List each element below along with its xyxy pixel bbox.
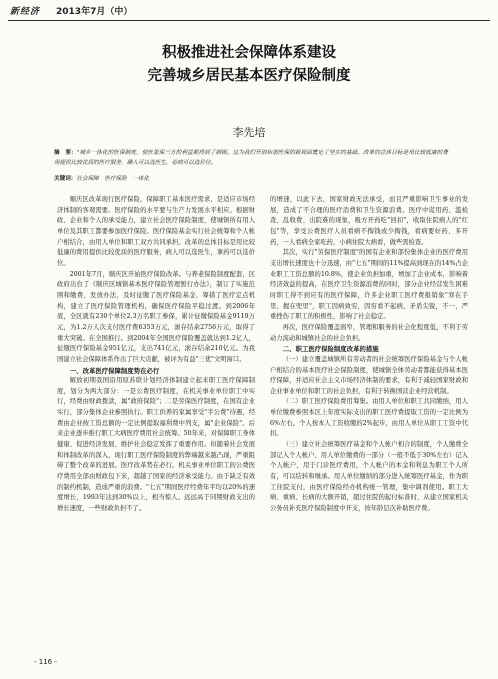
page-header: [0, 0, 498, 20]
journal-name: 新经济: [10, 6, 41, 17]
right-column: [270, 195, 468, 515]
issue-date: 2013年7月（中）: [56, 6, 133, 17]
left-column: [57, 195, 255, 515]
abstract-text: "城乡一体化的医保制度，使医患保三方的利益都得到了照顾。这为我们开创和谐医保的新局面奠定了坚实的基础。改革的总体目标是用比较低廉的费用提供比较优质的医疗服务，确人可以选医生，看病可以选价位。: [54, 150, 448, 166]
section-heading: 二、职工医疗保险制度改革的措施: [282, 345, 379, 354]
paragraph: 再次，医疗保险覆盖面窄，管理和服务的社会化程度低，不利于劳动力流动和城镇社会的社会负担。: [270, 323, 468, 342]
paragraph: 其次，实行"劳保医疗制度"的国有企业和部份集体企业的医疗费用支出增长速度也十分迅速，由"七五"期间的11%提高到现在的14%占企业职工工资总额的10.8%，使企业负担加重，增加了企业成本，影响着经济效益的提高，在医疗卫生资源浪费的同时，部分企业经营发生困难时职工得不到应有的医疗保障，许多企业职工医疗费报销象"寒在手里、握在兜里"，职工因病致穷，因穷看不起病，矛盾尖锐，不一，严重挫伤了职工的积极性，影响了社会稳定。: [270, 249, 468, 321]
abstract-label: 摘 要：: [54, 150, 77, 156]
author-name: 李先培: [232, 126, 266, 139]
paragraph: 解放初期我国沿用原苏联计划经济体制建立起来职工医疗保障制度，划分为两大部分：一是公费医疗制度，在机关事业单位职工中实行，经费由财政拨款，属"政府保险"；二是劳保医疗制度，在国有企业实行，部分集体企业参照执行。职工供养的家属享受"半公费"待遇，经费由企业按工资总额的一定比例提取福利费中列支，属"企业保险"。后来企业逐步推行职工大病医疗费用社会统筹。50年来，对保障职工身体健康、促进经济发展、维护社会稳定发挥了重要作用。但随着社会发展和体制改革的深入，现行职工医疗保险制度的弊端越来越凸现，严重阻碍了整个改革的进展。医疗改革势在必行。机关事业单位职工的公费医疗费用全部由财政包下来，超越了国家的经济承受能力。由于缺乏有效的制约机制，造成严重的浪费。"七五"期间医疗经费年平均以20%的速度增长，1993年达到30%以上，相当惊人。远远高于同期财政支出的增长速度，一些财政负担不了。: [57, 377, 255, 513]
article-title-line-1: 积极推进社会保障体系建设: [162, 45, 336, 61]
paragraph: 顺庆区改革现行医疗保险，保障职工基本医疗需求，是适应市场经济体制的客观需要。医疗保险的水平要与生产力发展水平相应。根据财政、企业和个人的承受能力，建立社会医疗保险制度，使城镇所有用人单位及其职工都要参加医疗保险。医疗保险基金实行社会统筹和个人帐户相结合，由用人单位和职工双方共同承担。改革的总体目标是用比较低廉的费用提供比较优质的医疗服务，病人可以选医生，拿药可以选价位。: [57, 196, 255, 267]
paragraph: （二）职工医疗保险费用筹集。由用人单位和职工共同缴纳，用人单位缴费参照本区上年度实际支出的职工医疗费提取工资的一定比例为6%左右，个人按本人工资收缴的2%起步，由用人单位从职工工资中代扣。: [270, 398, 468, 438]
abstract: [54, 148, 448, 168]
keywords-text: 社会保障 医疗保险 一体化: [76, 176, 150, 182]
paragraph: （一）建立覆盖城镇所有劳动者的社会统筹医疗保险基金与个人帐户相结合的基本医疗社会保险制度，使城镇全体劳动者都能获得基本医疗保障，并适应社会主义市场经济体制的要求，有利于减轻国家财政和企业事业单位和职工的社会负担，有利于转换国营企业经营机制。: [270, 355, 468, 395]
article-title-line-2: 完善城乡居民基本医疗保险制度: [147, 68, 351, 84]
title-block: [0, 42, 498, 88]
paragraph: 2001年7月，顺庆区开始医疗保险改革。与养老保险制度配套，区政府出台了《顺庆区城镇基本医疗保险管理暂行办法》，制订了实施范围和缴费、发放办法，及时征缴了医疗保险基金，筹措了医疗定点机构，建立了医疗保险管理机构，确保医疗保险平稳过渡。到2006年底，全区就有230个单位2.3万名职工参保，累计征缴保险基金9119万元，为1.2万人次支付医疗费6353万元，滚存结余2756万元，取得了重大突破。在全国推行。到2004年全国医疗保险覆盖就达到1.2亿人，征缴医疗保险基金951亿元，支出741亿元，滚存结余210亿元。为我国建立社会保障体系作出了巨大贡献，被评为有益"三优"文明窗口。: [57, 270, 255, 363]
paragraph: （三）建立社会统筹医疗基金和个人帐户相合的制度，个人缴费全部记入个人帐户，用人单位缴费的一部分（一般不低于30%左右）记入个人帐户，用于门诊医疗费用，个人帐户的本金和利息为职工个人所有，可以结转和继承。用人单位缴纳的部分进入统筹医疗基金，作为职工住院支付，由医疗保险经办机构统一管理，集中调剂使用。职工大病、重病、长病的大额开销，超过住院的起付标准时，从建立国家机关公务员补充医疗保险制度中开支，按年龄层次补助医疗费。: [270, 441, 468, 513]
keywords: [54, 174, 149, 182]
paragraph: 的增速，以此下去，国家财政无法承受，而且严重影响卫生事业的发展，造成了不合理的医疗消费和卫生资源浪费。医疗中谎用药、滥检查、乱收费、出院难的现象，吸方开药吃"回扣"，收取住院病人的"红包"等，享受公费医疗人员看病不掏钱或少掏钱，看病要好药、多开药，一人看病全家吃药，小病住院大病看，做些需检查。: [270, 196, 468, 246]
keywords-label: 关键词：: [54, 176, 77, 182]
page-number: - 116 -: [34, 658, 57, 666]
header-rule: [8, 20, 490, 21]
section-heading: 一、改革医疗保障制度势在必行: [69, 366, 160, 375]
